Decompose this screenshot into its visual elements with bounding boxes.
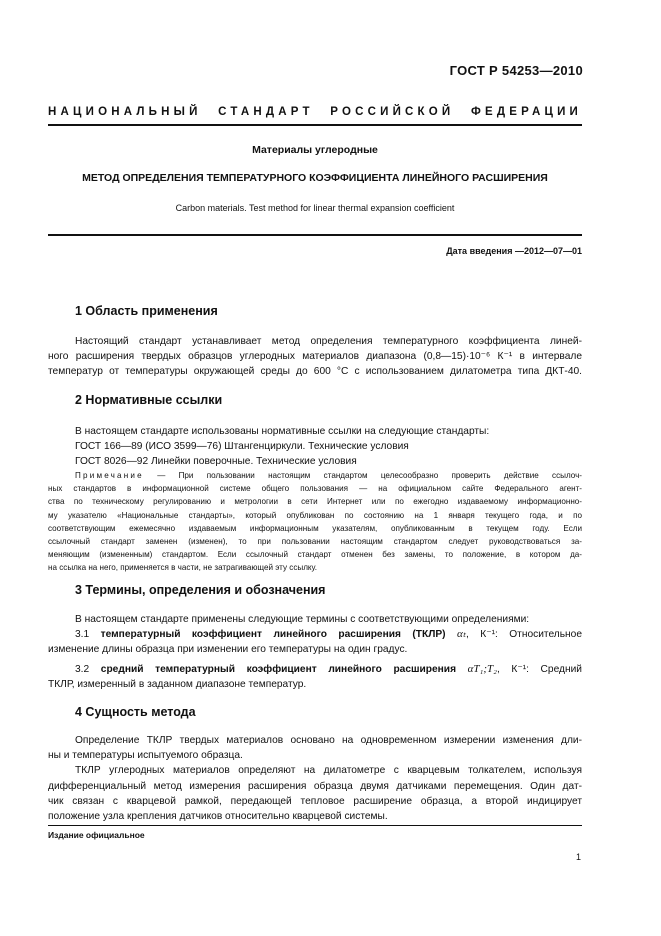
note-line: ных стандартов в информационной системе общего пользования — на официальном сайте Федерального агент- [48,484,582,494]
title-rule [48,234,582,236]
header-rule [48,124,582,126]
text-line: ТКЛР углеродных материалов определяют на дилатометре с кварцевым толкателем, используя [75,765,582,777]
note-line: ссылочный стандарт заменен (изменен), то при пользовании настоящим стандартом следует руководствоваться за- [48,537,582,547]
note-line: меняющим (измененным) стандартом. Если ссылочный стандарт отменен без замены, то положение, в котором да- [48,550,582,560]
edition-label: Издание официальное [48,830,145,840]
text-line: температур от температуры окружающей среды до 600 °С с использованием дилатометра типа ДКТ-40. [48,366,582,378]
note-block [48,469,583,575]
section-heading: 3 Термины, определения и обозначения [75,583,326,597]
text-line: Настоящий стандарт устанавливает метод определения температурного коэффициента линей- [75,336,582,347]
national-standard-banner [48,106,582,118]
text-line: В настоящем стандарте применены следующие термины с соответствующими определениями: [75,614,530,625]
term-number: 3.1 [75,629,90,641]
standard-code: ГОСТ Р 54253—2010 [449,63,583,78]
note-line: соответствующим ежемесячно издаваемым информационным указателям, опубликованным в текущем году. Если [48,523,582,533]
english-title: Carbon materials. Test method for linear thermal expansion coefficient [175,203,455,213]
note-line: на ссылка на него, применяется в части, не затрагивающей эту ссылку. [48,563,318,573]
note-line: му указателю «Национальные стандарты», который опубликован по состоянию на 1 января текущего года, и по [48,510,582,520]
section-4-text [48,733,582,824]
term-name: средний температурный коэффициент линейного расширения [100,663,457,675]
effective-date: Дата введения —2012—07—01 [446,246,582,256]
term-symbol: αT₁;T₂ [467,662,497,675]
term-name: температурный коэффициент линейного расширения (ТКЛР) [100,629,446,641]
text-line: В настоящем стандарте использованы нормативные ссылки на следующие стандарты: [75,426,490,437]
section-2-text [75,424,582,470]
section-heading: 1 Область применения [75,304,218,318]
reference-item: ГОСТ 8026—92 Линейки поверочные. Технические условия [75,456,357,468]
note-line: ства по техническому регулированию и метрологии в сети Интернет или по ежегодно издаваемому информационно- [48,497,582,507]
term-symbol: αₜ [456,628,467,641]
text-line: ного расширения твердых образцов углеродных материалов диапазона (0,8—15)·10⁻⁶ К⁻¹ в интервале [48,351,582,363]
term-unit: , К⁻¹: Средний [496,663,582,675]
text-line: изменение длины образца при изменении его температуры на один градус. [48,644,408,656]
reference-item: ГОСТ 166—89 (ИСО 3599—76) Штангенциркули. Технические условия [75,441,409,453]
banner-word: СТАНДАРТ [218,106,314,118]
text-line: положение узла крепления датчиков относительно кварцевой системы. [48,811,388,823]
term-definition [75,662,582,677]
text-line: Определение ТКЛР твердых материалов основано на одновременном измерении изменения дли- [75,735,582,746]
document-subject: Материалы углеродные [252,144,378,156]
section-3-text [48,612,582,692]
text-line: ны и температуры испытуемого образца. [48,750,243,762]
term-number: 3.2 [75,663,90,675]
banner-word: РОССИЙСКОЙ [330,106,455,118]
banner-word: ФЕДЕРАЦИИ [470,106,582,118]
footer-rule [48,825,582,826]
banner-word: НАЦИОНАЛЬНЫЙ [48,106,202,118]
text-line: чик связан с кварцевой рамкой, передающей тепловое расширение образца, а второй индицирует [48,795,582,807]
document-title: МЕТОД ОПРЕДЕЛЕНИЯ ТЕМПЕРАТУРНОГО КОЭФФИЦИЕНТА ЛИНЕЙНОГО РАСШИРЕНИЯ [82,172,548,184]
page-number: 1 [575,852,581,862]
text-line: дифференциальный метод измерения расширения образца двумя датчиками перемещения. Один дат- [48,780,582,792]
section-heading: 4 Сущность метода [75,705,196,719]
section-heading: 2 Нормативные ссылки [75,393,223,407]
term-unit: , К⁻¹: Относительное [466,629,582,641]
term-definition [75,627,582,642]
section-1-text [48,334,582,380]
note-line: — При пользовании настоящим стандартом целесообразно проверить действие ссылоч- [157,471,583,480]
note-label: Примечание [75,471,144,480]
text-line: ТКЛР, измеренный в заданном диапазоне температур. [48,678,307,690]
